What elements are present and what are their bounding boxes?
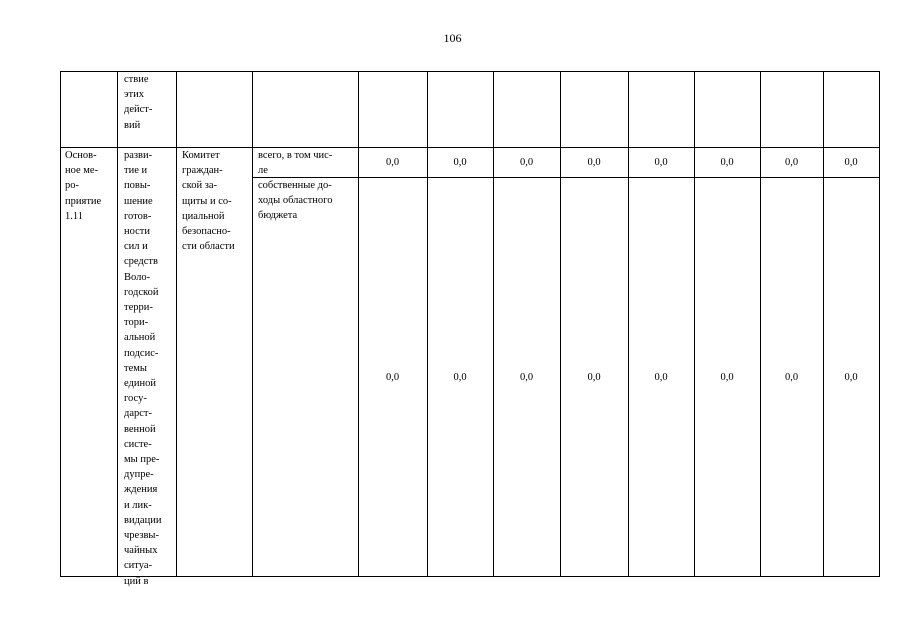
table-top-border: [60, 71, 880, 72]
own-value: 0,0: [453, 372, 467, 383]
budget-table: [60, 71, 880, 587]
own-value: 0,0: [519, 372, 534, 383]
event-label: Основ- ное ме- ро- приятие 1.11: [65, 150, 102, 222]
col-border: [560, 71, 561, 577]
own-value: 0,0: [784, 372, 799, 383]
col-border: [358, 71, 359, 577]
source-own-label: собственные до- ходы областного бюджета: [258, 180, 333, 222]
own-value: 0,0: [654, 372, 668, 383]
page-number: 106: [443, 31, 462, 45]
own-value: 0,0: [844, 372, 858, 383]
own-value: 0,0: [720, 372, 734, 383]
col-border: [252, 71, 253, 577]
event-description: разви- тие и повы- шение готов- ности сил и средств Воло- годской терри- тори- альной подсис- темы единой госу- дарст- венной систе- мы пре- дупре- ждения и лик- видации чрезвы- чайных ситуа- ций в: [124, 150, 162, 587]
total-value: 0,0: [587, 157, 601, 168]
total-value: 0,0: [784, 157, 799, 168]
col-border: [176, 71, 177, 577]
own-value: 0,0: [385, 372, 400, 383]
col-border: [694, 71, 695, 577]
col-border: [879, 71, 880, 577]
col-border: [60, 71, 61, 577]
total-value: 0,0: [519, 157, 534, 168]
own-value: 0,0: [587, 372, 601, 383]
total-value: 0,0: [385, 157, 400, 168]
col-border: [493, 71, 494, 577]
continuation-cell-text: ствие этих дейст- вий: [124, 74, 153, 131]
col-border: [823, 71, 824, 577]
total-value: 0,0: [654, 157, 668, 168]
col-border: [760, 71, 761, 577]
col-border: [628, 71, 629, 577]
col-border: [117, 71, 118, 577]
executor-text: Комитет граждан- ской за- щиты и со- циальной безопасно- сти области: [182, 150, 235, 253]
total-value: 0,0: [844, 157, 858, 168]
total-value: 0,0: [453, 157, 467, 168]
source-row-divider: [252, 177, 880, 178]
source-total-label: всего, в том чис- ле: [258, 150, 333, 177]
total-value: 0,0: [720, 157, 734, 168]
col-border: [427, 71, 428, 577]
table-bottom-border: [60, 576, 880, 577]
